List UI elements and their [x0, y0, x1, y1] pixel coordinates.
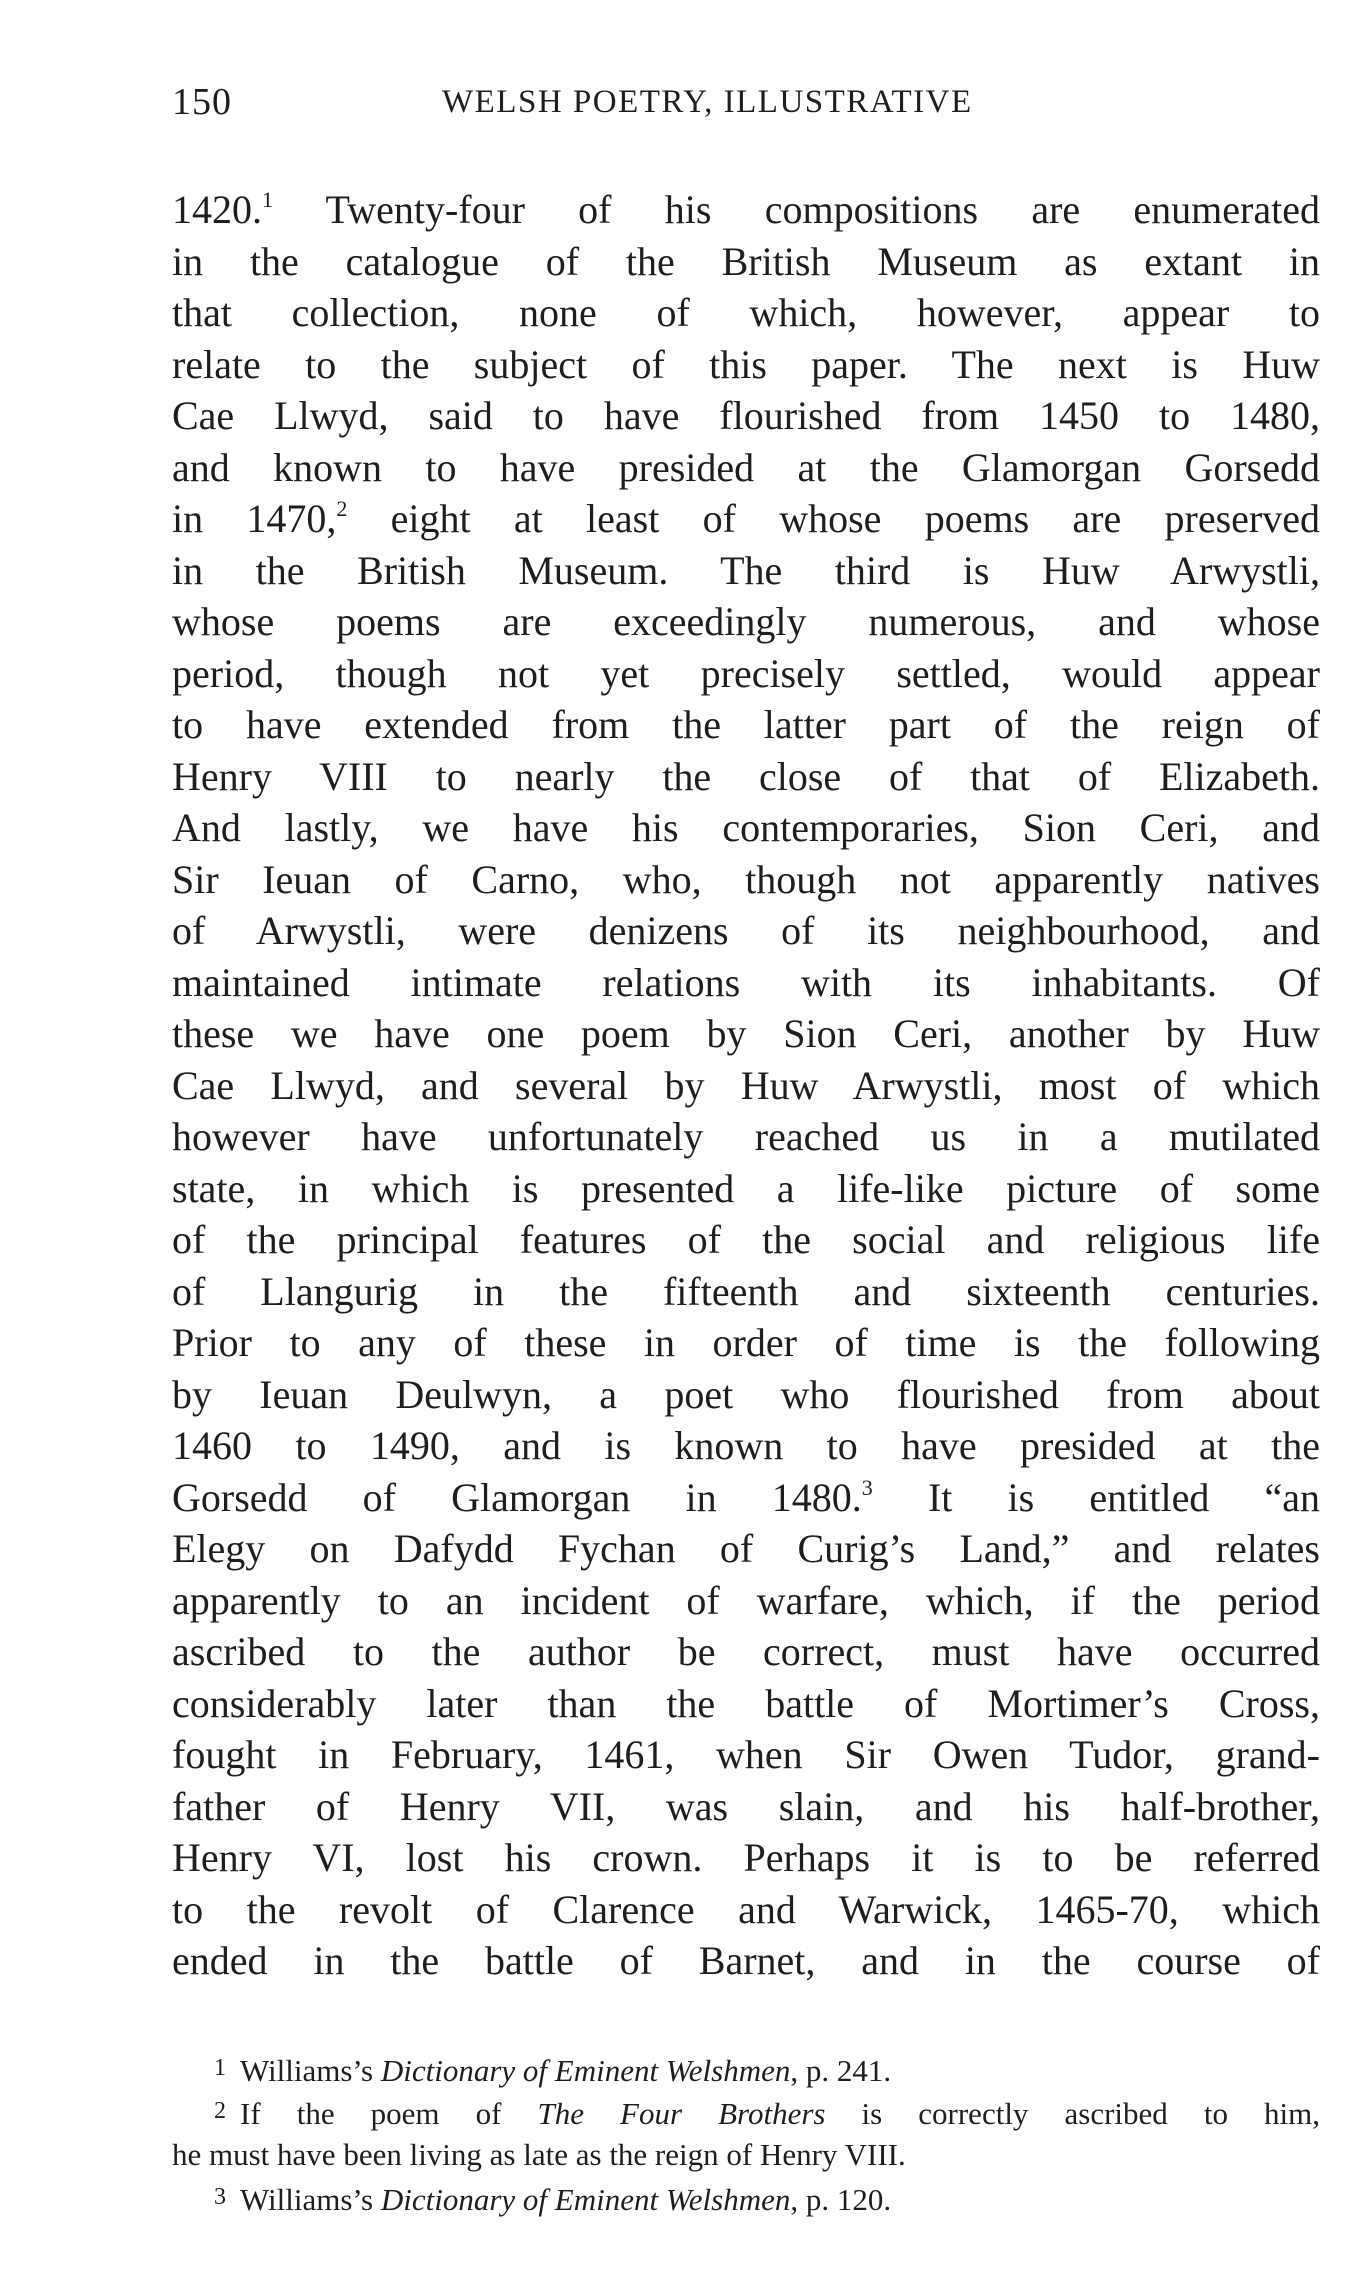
text-line: Sir Ieuan of Carno, who, though not apparently natives — [172, 856, 1320, 902]
text-line: Henry VIII to nearly the close of that of Elizabeth. — [172, 753, 1320, 799]
footnote-marker: 1 — [214, 2054, 226, 2081]
text-line: in the catalogue of the British Museum as extant in — [172, 238, 1320, 284]
text-line: Cae Llwyd, said to have flourished from 1450 to 1480, — [172, 393, 1320, 438]
footnotes — [172, 2047, 1320, 2219]
text-line: Gorsedd of Glamorgan in 1480.$^3$ It is entitled “an — [172, 1474, 1320, 1520]
footnote-2-continuation: he must have been living as late as the reign of Henry VIII. — [172, 2136, 906, 2172]
text-line: father of Henry VII, was slain, and his half-brother, — [172, 1783, 1320, 1829]
running-head — [172, 80, 1320, 140]
text-line: ended in the battle of Barnet, and in the course of — [172, 1938, 1320, 1983]
running-title: WELSH POETRY, ILLUSTRATIVE — [442, 84, 973, 120]
text-line: in 1470,$^2$ eight at least of whose poems are preserved — [172, 496, 1320, 541]
text-line: state, in which is presented a life-like picture of some — [172, 1165, 1320, 1211]
text-line: 1420.$^1$ Twenty-four of his compositions are enumerated — [172, 187, 1320, 232]
text-line: to have extended from the latter part of the reign of — [172, 702, 1320, 747]
text-line: Elegy on Dafydd Fychan of Curig’s Land,” and relates — [172, 1526, 1320, 1571]
footnote-marker: 2 — [214, 2097, 226, 2124]
text-line: period, though not yet precisely settled, would appear — [172, 650, 1320, 696]
text-line: Prior to any of these in order of time is the following — [172, 1320, 1320, 1365]
footnote-1: 1 Williams’s Dictionary of Eminent Welshmen, p. 241. — [214, 2052, 892, 2088]
text-line: that collection, none of which, however, appear to — [172, 290, 1320, 335]
text-line: 1460 to 1490, and is known to have presided at the — [172, 1423, 1320, 1468]
footnote-marker: 3 — [214, 2183, 226, 2210]
text-line: by Ieuan Deulwyn, a poet who flourished from about — [172, 1371, 1320, 1417]
text-line: considerably later than the battle of Mortimer’s Cross, — [172, 1680, 1320, 1726]
footnote-2: 2 If the poem of The Four Brothers is correctly ascribed to him, — [214, 2095, 1320, 2131]
footnote-ref-2: 2 — [336, 496, 348, 521]
text-line: in the British Museum. The third is Huw Arwystli, — [172, 547, 1320, 593]
text-line: Henry VI, lost his crown. Perhaps it is to be referred — [172, 1835, 1320, 1880]
text-line: And lastly, we have his contemporaries, Sion Ceri, and — [172, 805, 1320, 850]
text-line: fought in February, 1461, when Sir Owen Tudor, grand- — [172, 1732, 1320, 1777]
text-line: apparently to an incident of warfare, which, if the period — [172, 1577, 1320, 1623]
text-line: of the principal features of the social and religious life — [172, 1217, 1320, 1262]
text-line: maintained intimate relations with its inhabitants. Of — [172, 959, 1320, 1005]
text-line: whose poems are exceedingly numerous, and whose — [172, 599, 1320, 644]
body-text — [172, 184, 1320, 1987]
text-line: Cae Llwyd, and several by Huw Arwystli, most of which — [172, 1062, 1320, 1108]
book-page — [172, 80, 1320, 2219]
footnote-ref-1: 1 — [262, 187, 273, 212]
text-line: ascribed to the author be correct, must have occurred — [172, 1629, 1320, 1674]
text-line: to the revolt of Clarence and Warwick, 1465-70, which — [172, 1886, 1320, 1932]
text-line: however have unfortunately reached us in a mutilated — [172, 1114, 1320, 1159]
footnote-ref-3: 3 — [861, 1474, 873, 1500]
text-line: and known to have presided at the Glamorgan Gorsedd — [172, 444, 1320, 490]
text-line: of Arwystli, were denizens of its neighbourhood, and — [172, 908, 1320, 953]
text-line: these we have one poem by Sion Ceri, another by Huw — [172, 1011, 1320, 1056]
page-number: 150 — [172, 81, 232, 123]
text-line: of Llangurig in the fifteenth and sixteenth centuries. — [172, 1268, 1320, 1314]
footnote-3: 3 Williams’s Dictionary of Eminent Welshmen, p. 120. — [214, 2181, 892, 2217]
text-line: relate to the subject of this paper. The next is Huw — [172, 341, 1320, 387]
